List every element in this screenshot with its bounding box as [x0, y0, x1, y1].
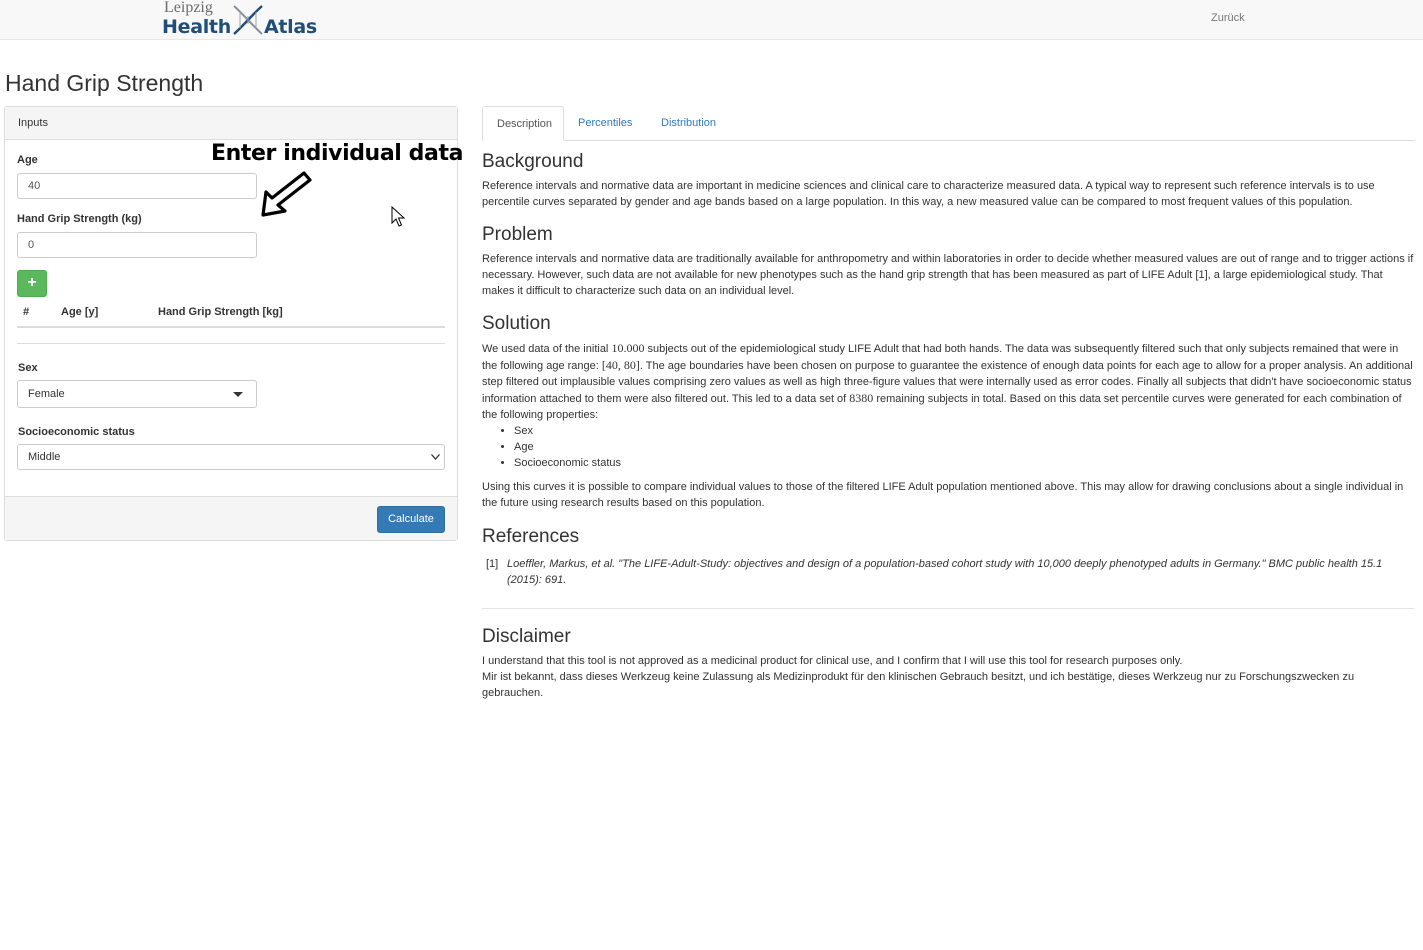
tab-distribution[interactable]: Distribution: [661, 117, 717, 129]
navbar: [0, 0, 1423, 40]
tab-description[interactable]: Description: [482, 106, 564, 141]
reference-text: Loeffler, Markus, et al. "The LIFE-Adult-Study: objectives and design of a population-based cohort study with 10,000 deeply phenotyped adults in Germany." BMC public health 15.1 (2015): 691.: [507, 558, 1383, 586]
usage-text: Using this curves it is possible to compare individual values to those of the filtered LIFE Adult population mentioned above. This may allow for drawing conclusions about a single individual in the future using research results based on this population.: [482, 481, 1404, 509]
sex-label: Sex: [18, 362, 38, 374]
table-header-age: Age [y]: [61, 306, 99, 318]
logo-word-atlas: Atlas: [264, 16, 317, 38]
socioeconomic-status-select[interactable]: [17, 444, 445, 470]
problem-heading: Problem: [482, 224, 553, 245]
solution-age-range: [40, 80]: [601, 358, 640, 372]
disclaimer-german: Mir ist bekannt, dass dieses Werkzeug keine Zulassung als Medizinprodukt für den klinischen Gebrauch besitzt, und ich bestätige, dieses Werkzeug nur zu Forschungszwecken zu gebrauchen.: [482, 671, 1355, 699]
inputs-panel: [4, 106, 458, 541]
health-atlas-logo[interactable]: [162, 0, 322, 39]
list-item: • Sex: [514, 423, 1414, 439]
hand-grip-strength-input[interactable]: 0: [17, 232, 257, 258]
mouse-cursor-icon: [391, 206, 405, 228]
solution-text-part: . The age boundaries have been chosen on purpose to guarantee the existence of enough data points for each age to allow for a proper analysis. An additional step filtered out implausible values comprising zero values as well as high three-figure values that were internally used as error codes. Finally all subjects that didn't have socioeconomic status information attached to them were also filtered out. This led to a data set of: [482, 360, 1413, 405]
dna-helix-icon: [231, 4, 265, 36]
reference-number: [1]: [486, 558, 499, 570]
solution-text: [482, 340, 1414, 423]
references-heading: References: [482, 526, 580, 547]
socioeconomic-status-label: Socioeconomic status: [18, 426, 135, 438]
add-entry-button[interactable]: +: [17, 270, 47, 297]
background-heading: Background: [482, 151, 584, 172]
logo-city: Leipzig: [164, 0, 213, 16]
list-item: • Socioeconomic status: [514, 455, 1414, 471]
list-item: • Age: [514, 439, 1414, 455]
age-input[interactable]: 40: [17, 173, 257, 199]
solution-text-part: We used data of the initial: [482, 343, 612, 355]
inputs-panel-footer: [5, 496, 457, 540]
table-header-divider: [17, 326, 445, 328]
solution-text-part: subjects out of the epidemiological study LIFE Adult that had both hands. The data was subsequently filtered such that only subjects remained that were in the following age range:: [482, 343, 1399, 372]
inputs-panel-header: [5, 107, 457, 140]
solution-heading: Solution: [482, 313, 551, 334]
back-link[interactable]: Zurück: [1211, 12, 1245, 24]
description-content: [482, 150, 1414, 701]
section-divider: [482, 608, 1414, 609]
disclaimer-heading: Disclaimer: [482, 626, 571, 647]
background-text: Reference intervals and normative data are important in medicine sciences and clinical care to characterize measured data. A typical way to represent such reference intervals is to use percentile curves separated by gender and age bands based on a large population. In this way, a new measured value can be compared to most frequent values of this population.: [482, 180, 1375, 208]
disclaimer-english: I understand that this tool is not approved as a medicinal product for clinical use, and I confirm that I will use this tool for research purposes only.: [482, 655, 1183, 667]
chevron-down-icon: [431, 454, 440, 460]
solution-remaining-count: 8380: [849, 391, 874, 405]
table-header-strength: Hand Grip Strength [kg]: [158, 306, 283, 318]
tab-percentiles[interactable]: Percentiles: [578, 117, 633, 129]
hand-grip-strength-label: Hand Grip Strength (kg): [17, 213, 142, 225]
solution-text-part: remaining subjects in total. Based on this data set percentile curves were generated for each combination of the following properties:: [482, 393, 1402, 421]
sex-select-value: Female: [28, 388, 65, 400]
age-label: Age: [17, 154, 38, 166]
annotation-arrow-icon: [258, 170, 316, 220]
tab-bar: [482, 106, 1415, 141]
calculate-button[interactable]: Calculate: [377, 506, 445, 533]
annotation-text: Enter individual data: [211, 141, 464, 166]
sex-select[interactable]: [17, 380, 257, 408]
solution-subject-count: 10.000: [611, 341, 645, 355]
problem-text: Reference intervals and normative data are traditionally available for anthropometry and within laboratories in order to decide whether measured values are out of range and to trigger actions if necessary. However, such data are not available for new phenotypes such as the hand grip strength that has been measured as part of LIFE Adult [1], a large epidemiological study. That makes it difficult to characterize such data on an individual level.: [482, 253, 1414, 297]
socioeconomic-status-value: Middle: [28, 451, 61, 463]
inputs-panel-title: Inputs: [18, 117, 48, 129]
reference-item: [482, 556, 1414, 588]
logo-word-health: Health: [162, 16, 231, 38]
caret-down-icon: [233, 392, 243, 397]
properties-list: [482, 423, 1414, 471]
page-title: Hand Grip Strength: [5, 70, 204, 96]
table-header-index: #: [23, 306, 30, 318]
table-bottom-divider: [17, 343, 445, 344]
